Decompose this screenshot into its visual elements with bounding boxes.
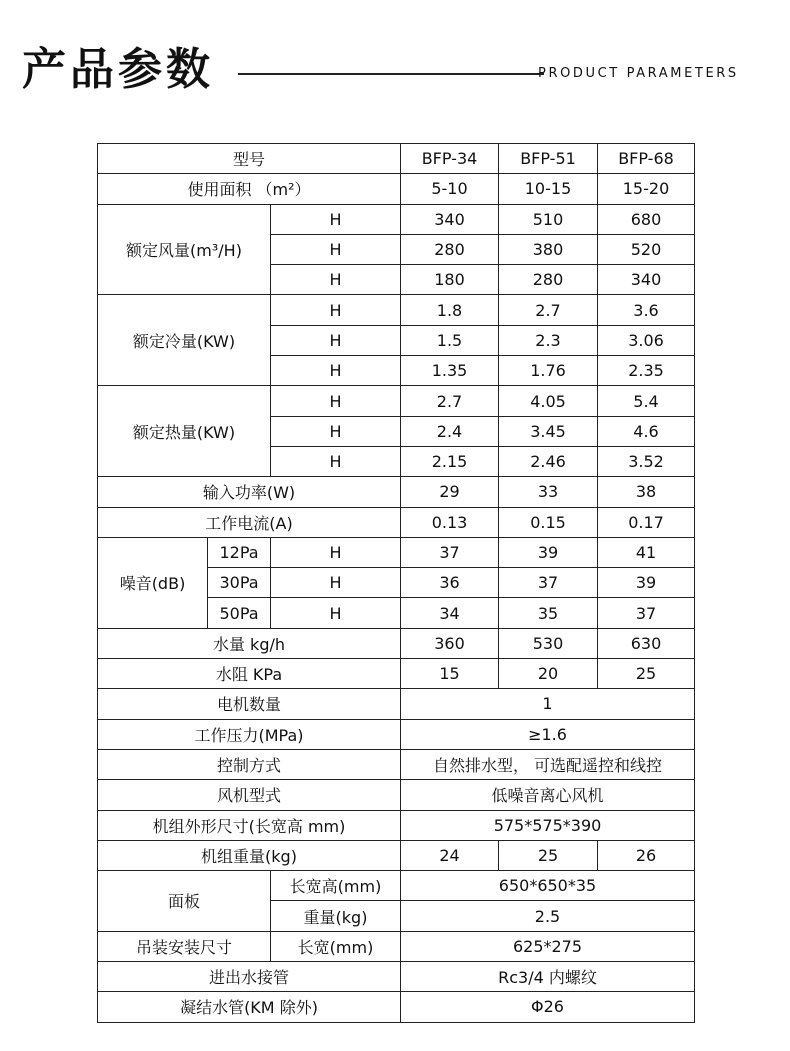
table-cell: 34: [401, 598, 499, 628]
table-cell: 520: [598, 234, 695, 264]
table-cell: 2.7: [401, 386, 499, 416]
table-cell: 29: [401, 477, 499, 507]
airflow-label: 额定风量(m³/H): [98, 204, 271, 295]
table-cell: 575*575*390: [401, 810, 695, 840]
table-cell: 1.8: [401, 295, 499, 325]
table-cell: 15: [401, 659, 499, 689]
panel-weight-label: 重量(kg): [271, 901, 401, 931]
table-row: [98, 295, 695, 325]
table-row: [98, 689, 695, 719]
table-cell: 510: [499, 204, 598, 234]
speed-cell: H: [271, 568, 401, 598]
product-parameters-table: [97, 143, 695, 1023]
table-cell: 2.4: [401, 416, 499, 446]
table-cell: 3.45: [499, 416, 598, 446]
panel-size-label: 长宽高(mm): [271, 871, 401, 901]
table-cell: 41: [598, 537, 695, 567]
table-cell: 25: [598, 659, 695, 689]
model-name: BFP-51: [499, 144, 598, 174]
table-cell: 39: [499, 537, 598, 567]
table-cell: 35: [499, 598, 598, 628]
model-name: BFP-68: [598, 144, 695, 174]
model-label: 型号: [98, 144, 401, 174]
page-header: [22, 40, 767, 100]
table-cell: 650*650*35: [401, 871, 695, 901]
table-cell: 39: [598, 568, 695, 598]
table-cell: 2.3: [499, 325, 598, 355]
table-cell: 10-15: [499, 174, 598, 204]
table-cell: 低噪音离心风机: [401, 780, 695, 810]
table-cell: 3.6: [598, 295, 695, 325]
table-cell: 5.4: [598, 386, 695, 416]
table-row: [98, 174, 695, 204]
speed-cell: H: [271, 265, 401, 295]
table-row: [98, 659, 695, 689]
table-cell: 24: [401, 840, 499, 870]
speed-cell: H: [271, 537, 401, 567]
table-cell: 2.5: [401, 901, 695, 931]
table-cell: Φ26: [401, 992, 695, 1022]
table-cell: 280: [499, 265, 598, 295]
noise-label: 噪音(dB): [98, 537, 208, 628]
table-cell: 3.06: [598, 325, 695, 355]
table-row: [98, 810, 695, 840]
table-cell: Rc3/4 内螺纹: [401, 962, 695, 992]
table-row: [98, 931, 695, 961]
table-cell: 280: [401, 234, 499, 264]
speed-cell: H: [271, 386, 401, 416]
table-cell: 2.7: [499, 295, 598, 325]
table-row: [98, 749, 695, 779]
table-cell: ≥1.6: [401, 719, 695, 749]
model-name: BFP-34: [401, 144, 499, 174]
table-cell: 37: [401, 537, 499, 567]
motor-count-label: 电机数量: [98, 689, 401, 719]
table-cell: 自然排水型， 可选配遥控和线控: [401, 749, 695, 779]
table-cell: 5-10: [401, 174, 499, 204]
unit-weight-label: 机组重量(kg): [98, 840, 401, 870]
header-divider: [238, 73, 544, 75]
speed-cell: H: [271, 446, 401, 476]
table-cell: 630: [598, 628, 695, 658]
table-cell: 0.15: [499, 507, 598, 537]
table-row: [98, 719, 695, 749]
table-row: [98, 144, 695, 174]
table-cell: 25: [499, 840, 598, 870]
area-label: 使用面积 （m²）: [98, 174, 401, 204]
water-resistance-label: 水阻 KPa: [98, 659, 401, 689]
table-cell: 3.52: [598, 446, 695, 476]
table-row: [98, 962, 695, 992]
table-cell: 20: [499, 659, 598, 689]
table-cell: 380: [499, 234, 598, 264]
table-row: [98, 477, 695, 507]
table-cell: 4.05: [499, 386, 598, 416]
heating-label: 额定热量(KW): [98, 386, 271, 477]
table-row: [98, 628, 695, 658]
table-cell: 15-20: [598, 174, 695, 204]
table-cell: 340: [598, 265, 695, 295]
speed-cell: H: [271, 325, 401, 355]
panel-label: 面板: [98, 871, 271, 932]
table-cell: 0.17: [598, 507, 695, 537]
table-cell: 2.15: [401, 446, 499, 476]
speed-cell: H: [271, 356, 401, 386]
power-label: 输入功率(W): [98, 477, 401, 507]
speed-cell: H: [271, 416, 401, 446]
current-label: 工作电流(A): [98, 507, 401, 537]
unit-dimensions-label: 机组外形尺寸(长宽高 mm): [98, 810, 401, 840]
pressure-cell: 30Pa: [208, 568, 271, 598]
speed-cell: H: [271, 234, 401, 264]
table-cell: 37: [499, 568, 598, 598]
table-cell: 37: [598, 598, 695, 628]
table-row: [98, 992, 695, 1022]
table-cell: 33: [499, 477, 598, 507]
page-subtitle: PRODUCT PARAMETERS: [538, 66, 739, 81]
table-cell: 360: [401, 628, 499, 658]
table-row: [98, 386, 695, 416]
table-cell: 1.76: [499, 356, 598, 386]
hanging-label: 吊装安装尺寸: [98, 931, 271, 961]
table-cell: 2.46: [499, 446, 598, 476]
table-cell: 1.35: [401, 356, 499, 386]
table-cell: 625*275: [401, 931, 695, 961]
water-flow-label: 水量 kg/h: [98, 628, 401, 658]
speed-cell: H: [271, 295, 401, 325]
table-cell: 180: [401, 265, 499, 295]
table-row: [98, 537, 695, 567]
table-cell: 340: [401, 204, 499, 234]
table-row: [98, 780, 695, 810]
speed-cell: H: [271, 598, 401, 628]
pipe-label: 进出水接管: [98, 962, 401, 992]
cooling-label: 额定冷量(KW): [98, 295, 271, 386]
page-title: 产品参数: [22, 44, 214, 95]
table-cell: 530: [499, 628, 598, 658]
pressure-cell: 12Pa: [208, 537, 271, 567]
table-cell: 0.13: [401, 507, 499, 537]
table-row: [98, 840, 695, 870]
table-cell: 680: [598, 204, 695, 234]
condensate-label: 凝结水管(KM 除外): [98, 992, 401, 1022]
table-cell: 2.35: [598, 356, 695, 386]
working-pressure-label: 工作压力(MPa): [98, 719, 401, 749]
fan-type-label: 风机型式: [98, 780, 401, 810]
control-label: 控制方式: [98, 749, 401, 779]
table-row: [98, 507, 695, 537]
table-row: [98, 871, 695, 901]
table-cell: 38: [598, 477, 695, 507]
table-cell: 1.5: [401, 325, 499, 355]
table-cell: 1: [401, 689, 695, 719]
table-row: [98, 204, 695, 234]
pressure-cell: 50Pa: [208, 598, 271, 628]
speed-cell: H: [271, 204, 401, 234]
table-cell: 4.6: [598, 416, 695, 446]
table-cell: 26: [598, 840, 695, 870]
table-cell: 36: [401, 568, 499, 598]
hanging-sub-label: 长宽(mm): [271, 931, 401, 961]
